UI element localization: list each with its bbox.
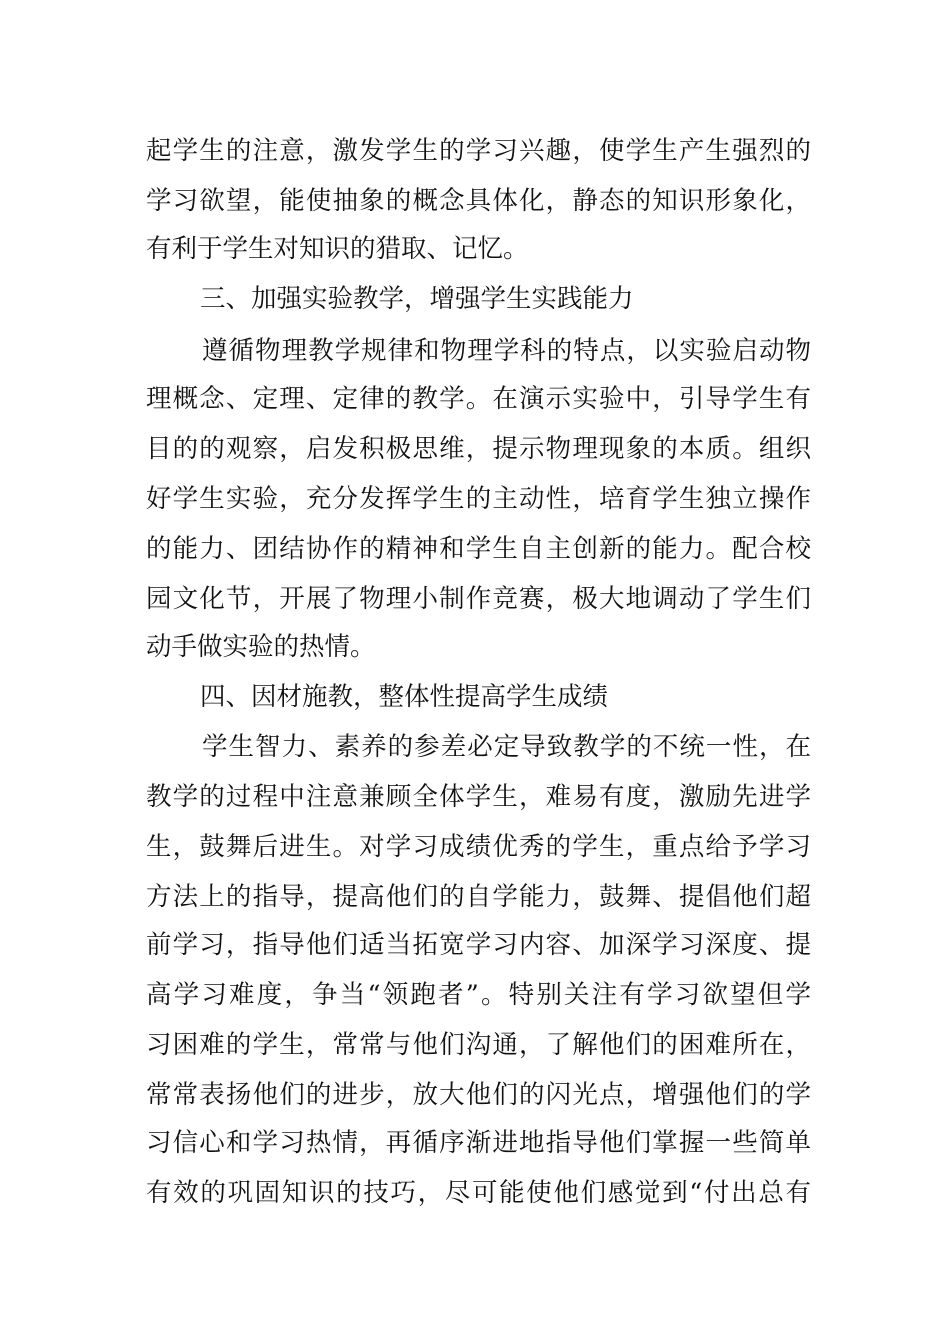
text-line: 的能力、团结协作的精神和学生自主创新的能力。配合校 <box>146 534 811 564</box>
text-line: 遵循物理教学规律和物理学科的特点，以实验启动物 <box>202 336 811 366</box>
text-line: 学习欲望，能使抽象的概念具体化，静态的知识形象化， <box>146 186 811 216</box>
text-line: 理概念、定理、定律的教学。在演示实验中，引导学生有 <box>146 384 811 414</box>
text-line: 动手做实验的热情。 <box>146 632 376 662</box>
text-line: 学生智力、素养的参差必定导致教学的不统一性，在 <box>202 732 811 762</box>
text-line: 生，鼓舞后进生。对学习成绩优秀的学生，重点给予学习 <box>146 832 811 862</box>
text-line: 常常表扬他们的进步，放大他们的闪光点，增强他们的学 <box>146 1080 811 1110</box>
text-line: 高学习难度，争当“领跑者”。特别关注有学习欲望但学 <box>146 980 811 1010</box>
section-heading: 四、因材施教，整体性提高学生成绩 <box>200 682 609 712</box>
text-line: 起学生的注意，激发学生的学习兴趣，使学生产生强烈的 <box>146 136 811 166</box>
text-line: 习信心和学习热情，再循序渐进地指导他们掌握一些简单 <box>146 1128 811 1158</box>
text-line: 目的的观察，启发积极思维，提示物理现象的本质。组织 <box>146 434 811 464</box>
section-heading: 三、加强实验教学，增强学生实践能力 <box>200 284 634 314</box>
text-line: 习困难的学生，常常与他们沟通，了解他们的困难所在， <box>146 1030 811 1060</box>
text-line: 有效的巩固知识的技巧，尽可能使他们感觉到“付出总有 <box>146 1178 811 1208</box>
text-line: 园文化节，开展了物理小制作竞赛，极大地调动了学生们 <box>146 584 811 614</box>
text-line: 有利于学生对知识的猎取、记忆。 <box>146 234 529 264</box>
text-line: 前学习，指导他们适当拓宽学习内容、加深学习深度、提 <box>146 930 811 960</box>
text-line: 好学生实验，充分发挥学生的主动性，培育学生独立操作 <box>146 484 811 514</box>
text-line: 方法上的指导，提高他们的自学能力，鼓舞、提倡他们超 <box>146 882 811 912</box>
text-line: 教学的过程中注意兼顾全体学生，难易有度，激励先进学 <box>146 782 811 812</box>
